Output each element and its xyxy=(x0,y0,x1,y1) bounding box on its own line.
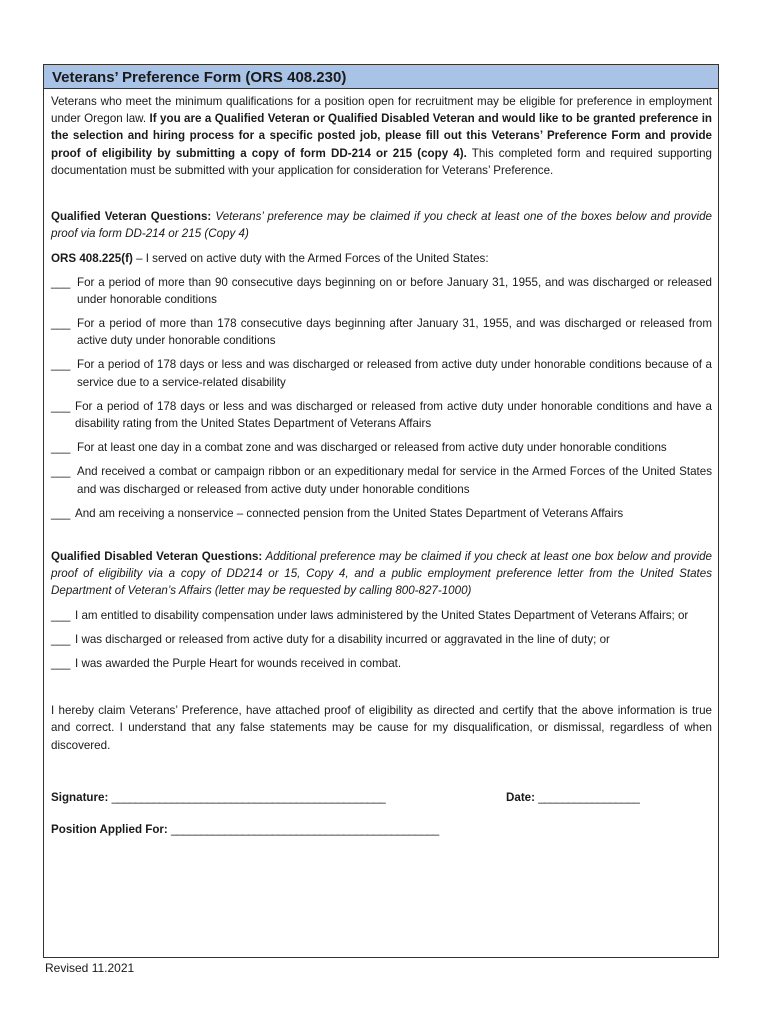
intro-paragraph xyxy=(51,93,712,179)
date-line[interactable]: _________________ xyxy=(538,790,640,804)
check-blank[interactable]: ___ xyxy=(51,506,71,520)
checklist-item[interactable] xyxy=(51,463,712,497)
checklist-item[interactable] xyxy=(51,274,712,308)
date-field[interactable] xyxy=(506,789,639,806)
check-blank[interactable]: ___ xyxy=(51,608,71,622)
qualified-veteran-title: Qualified Veteran Questions: xyxy=(51,210,212,224)
ors-statement xyxy=(51,250,712,267)
ors-label: ORS 408.225(f) xyxy=(51,252,133,266)
checklist-item[interactable] xyxy=(51,439,712,456)
checklist-item-text: And received a combat or campaign ribbon or an expeditionary medal for service in the Armed Forces of the United States and was discharged or released from active duty under honorable conditions xyxy=(77,465,712,496)
revision-date: Revised 11.2021 xyxy=(45,961,135,975)
signature-field[interactable] xyxy=(51,789,506,806)
signature-line[interactable]: ______________________________________________ xyxy=(111,790,386,804)
checklist-item-text: I am entitled to disability compensation under laws administered by the United States Department of Veterans Affairs; or xyxy=(75,608,689,622)
checklist-item-text: For a period of more than 178 consecutive days beginning after January 31, 1955, and was discharged or released from active duty under honorable conditions xyxy=(77,317,712,348)
checklist-item-text: For a period of more than 90 consecutive days beginning on or before January 31, 1955, and was discharged or released under honorable conditions xyxy=(77,275,712,306)
check-blank[interactable]: ___ xyxy=(51,399,71,413)
check-blank[interactable]: ___ xyxy=(51,465,71,479)
signature-label: Signature: xyxy=(51,790,109,804)
check-blank[interactable]: ___ xyxy=(51,441,71,455)
checklist-item[interactable] xyxy=(51,315,712,349)
check-blank[interactable]: ___ xyxy=(51,275,71,289)
position-line[interactable]: _____________________________________________ xyxy=(171,823,439,837)
check-blank[interactable]: ___ xyxy=(51,657,71,671)
checklist-item[interactable] xyxy=(51,631,712,648)
checklist-item[interactable] xyxy=(51,505,712,522)
qualified-veteran-note: Veterans’ preference may be claimed if you check at least one of the boxes below and provide proof via form DD-214 or 215 (Copy 4) xyxy=(51,210,712,241)
check-blank[interactable]: ___ xyxy=(51,317,71,331)
claim-statement: I hereby claim Veterans’ Preference, have attached proof of eligibility as directed and certify that the above information is true and correct. I understand that any false statements may be cause for my disqualification, or dismissal, regardless of when discovered. xyxy=(51,704,712,752)
date-label: Date: xyxy=(506,790,535,804)
qualified-veteran-checklist xyxy=(51,274,712,522)
check-blank[interactable]: ___ xyxy=(51,358,71,372)
intro-instructions: If you are a Qualified Veteran or Qualified Disabled Veteran and would like to be granted preference in the selection and hiring process for a specific posted job, please fill out this Veterans’ Preference Form and provide proof of eligibility by submitting a copy of form DD-214 or 215 (copy 4). xyxy=(51,112,712,160)
check-blank[interactable]: ___ xyxy=(51,632,71,646)
intro-submission-note: This completed form and required supporting documentation must be submitted with your application for consideration for Veterans’ Preference. xyxy=(51,146,712,177)
ors-text: – I served on active duty with the Armed Forces of the United States: xyxy=(132,252,489,266)
signature-row xyxy=(51,789,712,806)
position-applied-field[interactable] xyxy=(51,821,712,838)
checklist-item[interactable] xyxy=(51,356,712,390)
intro-text: Veterans who meet the minimum qualifications for a position open for recruitment may be eligible for preference in employment under Oregon law. xyxy=(51,95,712,126)
checklist-item-text: I was discharged or released from active duty for a disability incurred or aggravated in the line of duty; or xyxy=(75,632,610,646)
checklist-item[interactable] xyxy=(51,398,712,432)
qualified-veteran-heading xyxy=(51,208,712,242)
checklist-item[interactable] xyxy=(51,607,712,624)
checklist-item-text: For a period of 178 days or less and was discharged or released from active duty under honorable conditions and have a disability rating from the United States Department of Veterans Affairs xyxy=(75,399,712,431)
disabled-veteran-title: Qualified Disabled Veteran Questions: xyxy=(51,550,263,564)
disabled-veteran-heading xyxy=(51,548,712,600)
disabled-veteran-note: Additional preference may be claimed if you check at least one box below and provide proof of eligibility via a copy of DD214 or 15, Copy 4, and a public employment preference letter from the United States Department of Veteran’s Affairs (letter may be requested by calling 800-827-1000) xyxy=(51,550,712,598)
form-content xyxy=(44,89,718,838)
checklist-item-text: I was awarded the Purple Heart for wounds received in combat. xyxy=(75,657,402,671)
checklist-item-text: For at least one day in a combat zone and was discharged or released from active duty under honorable conditions xyxy=(77,441,667,455)
checklist-item-text: For a period of 178 days or less and was discharged or released from active duty under honorable conditions because of a service due to a service-related disability xyxy=(77,358,712,389)
veterans-preference-form xyxy=(43,64,719,958)
position-label: Position Applied For: xyxy=(51,823,168,837)
checklist-item-text: And am receiving a nonservice – connected pension from the United States Department of Veterans Affairs xyxy=(75,506,624,520)
checklist-item[interactable] xyxy=(51,655,712,672)
form-title: Veterans’ Preference Form (ORS 408.230) xyxy=(44,65,718,89)
disabled-veteran-checklist xyxy=(51,607,712,673)
